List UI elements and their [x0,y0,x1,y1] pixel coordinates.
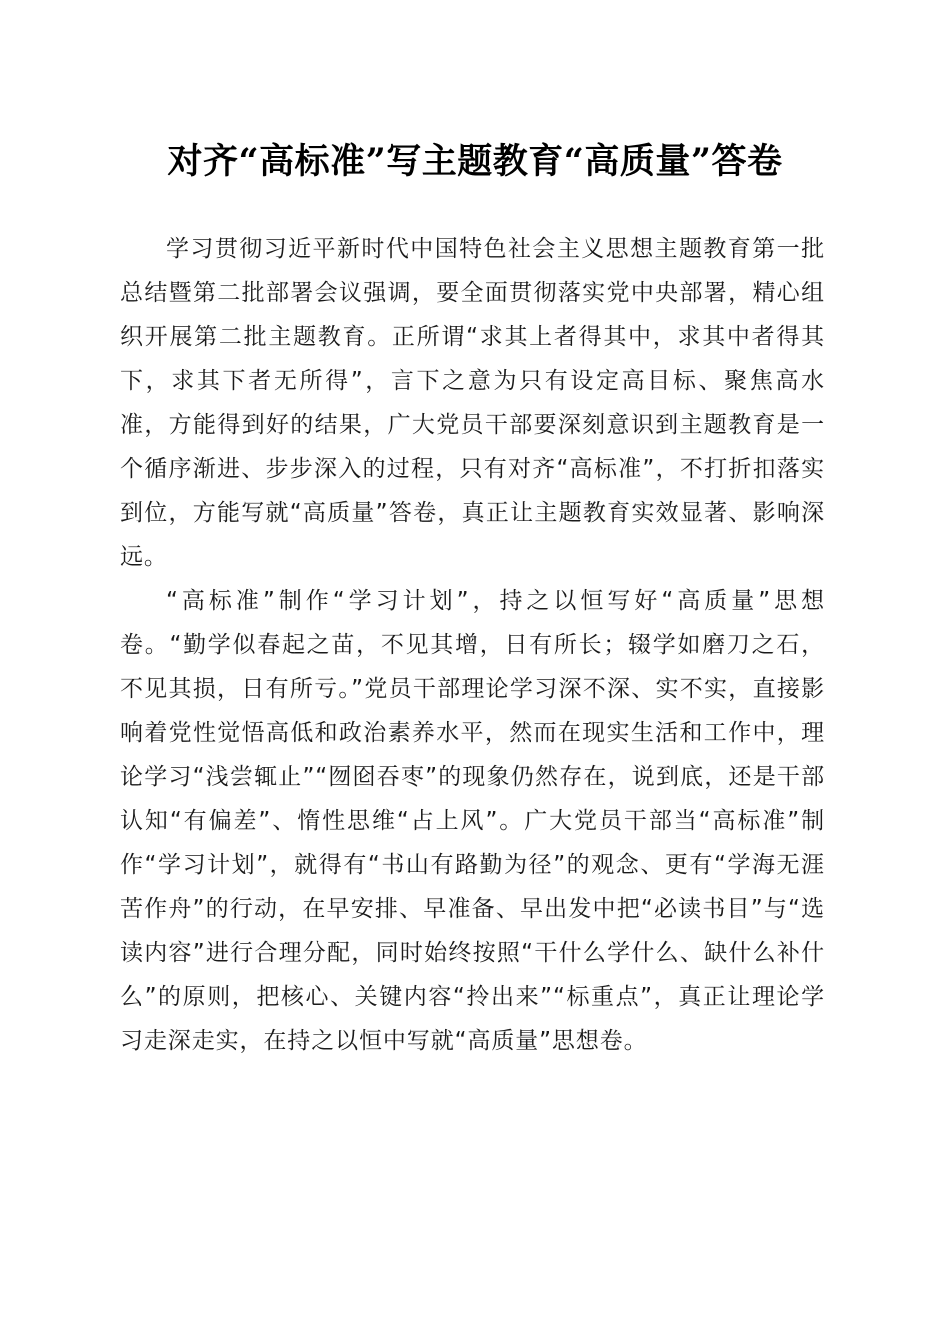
document-body [120,227,825,1063]
paragraph-2: “高标准”制作“学习计划”，持之以恒写好“高质量”思想卷。“勤学似春起之苗，不见其增，日有所长；辍学如磨刀之石，不见其损，日有所亏。”党员干部理论学习深不深、实不实，直接影响着党性觉悟高低和政治素养水平，然而在现实生活和工作中，理论学习“浅尝辄止”“囫囵吞枣”的现象仍然存在，说到底，还是干部认知“有偏差”、惰性思维“占上风”。广大党员干部当“高标准”制作“学习计划”，就得有“书山有路勤为径”的观念、更有“学海无涯苦作舟”的行动，在早安排、早准备、早出发中把“必读书目”与“选读内容”进行合理分配，同时始终按照“干什么学什么、缺什么补什么”的原则，把核心、关键内容“拎出来”“标重点”，真正让理论学习走深走实，在持之以恒中写就“高质量”思想卷。 [120,588,825,1054]
document-title: 对齐“高标准”写主题教育“高质量”答卷 [167,141,783,182]
paragraph-1: 学习贯彻习近平新时代中国特色社会主义思想主题教育第一批总结暨第二批部署会议强调，要全面贯彻落实党中央部署，精心组织开展第二批主题教育。正所谓“求其上者得其中，求其中者得其下，求其下者无所得”，言下之意为只有设定高目标、聚焦高水准，方能得到好的结果，广大党员干部要深刻意识到主题教育是一个循序渐进、步步深入的过程，只有对齐“高标准”，不打折扣落实到位，方能写就“高质量”答卷，真正让主题教育实效显著、影响深远。 [120,236,825,570]
